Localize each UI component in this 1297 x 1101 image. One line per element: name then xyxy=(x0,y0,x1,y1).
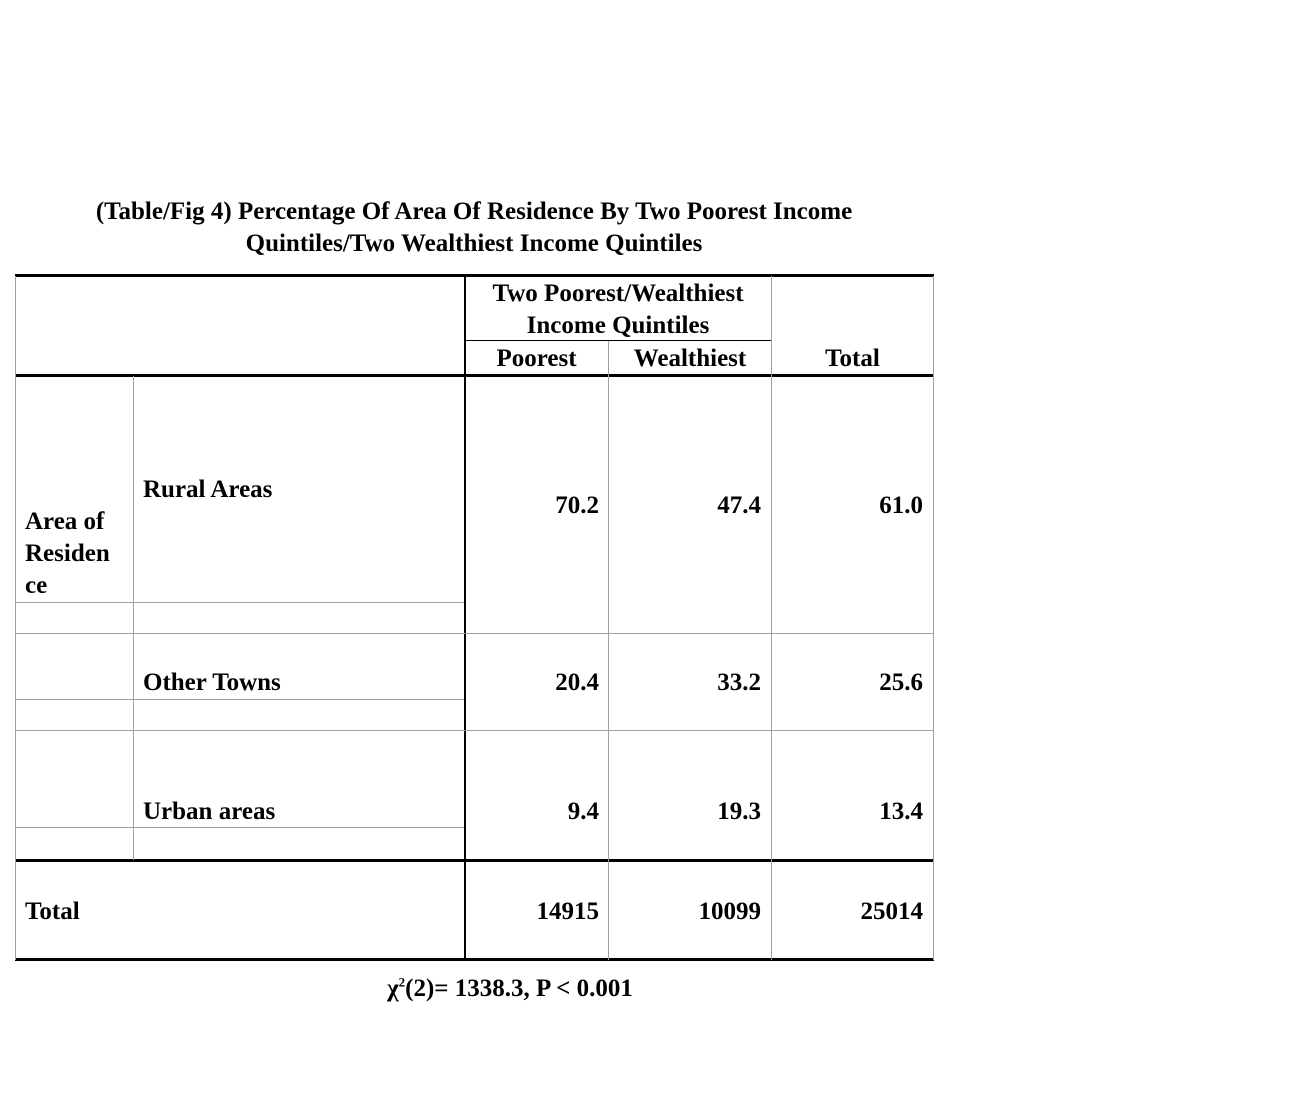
grid-rural-row-rule xyxy=(15,633,933,634)
totals-wealthiest: 10099 xyxy=(698,898,761,925)
row-label: Other Towns xyxy=(143,669,281,696)
chi-superscript: 2 xyxy=(398,974,406,990)
grid-towns-row-rule xyxy=(15,730,933,731)
cell-poorest: 70.2 xyxy=(555,492,599,519)
totals-label: Total xyxy=(25,898,80,925)
cell-wealthiest: 19.3 xyxy=(717,798,761,825)
col-header-wealthiest: Wealthiest xyxy=(633,345,747,372)
totals-poorest: 14915 xyxy=(536,898,599,925)
cell-wealthiest: 33.2 xyxy=(717,669,761,696)
grid-left-border xyxy=(15,276,16,960)
col-header-poorest: Poorest xyxy=(496,345,577,372)
cell-total: 13.4 xyxy=(879,798,923,825)
row-label: Urban areas xyxy=(143,798,276,825)
totals-total: 25014 xyxy=(860,898,923,925)
table-bottom-rule xyxy=(15,958,934,961)
col-header-total: Total xyxy=(825,345,880,372)
row-group-label xyxy=(25,506,110,602)
table-title-line1: (Table/Fig 4) Percentage Of Area Of Residence By Two Poorest Income xyxy=(95,198,853,225)
cell-wealthiest: 47.4 xyxy=(717,492,761,519)
totals-top-rule xyxy=(15,859,934,862)
chi-symbol: χ xyxy=(387,975,399,1002)
cell-total: 25.6 xyxy=(879,669,923,696)
row-group-label-line1: Area of xyxy=(25,508,105,535)
row-group-label-line3: ce xyxy=(25,572,48,599)
table-title-line2: Quintiles/Two Wealthiest Income Quintiles xyxy=(245,230,703,257)
table-title xyxy=(15,196,933,260)
grid-col-label-split xyxy=(133,376,134,860)
row-label: Rural Areas xyxy=(143,476,273,503)
grid-col-poorest-wealthiest xyxy=(608,341,609,960)
grid-right-border xyxy=(933,276,934,960)
chi-square-text: (2)= 1338.3, P < 0.001 xyxy=(405,975,633,1002)
grid-towns-sub-rule xyxy=(15,699,464,700)
chi-square-footnote xyxy=(300,973,720,1005)
table-top-rule xyxy=(15,274,934,277)
group-header-line1: Two Poorest/Wealthiest xyxy=(492,280,744,307)
grid-col-wealthiest-total xyxy=(771,276,772,960)
group-header-label xyxy=(465,278,771,342)
group-header-line2: Income Quintiles xyxy=(526,312,710,339)
cell-total: 61.0 xyxy=(879,492,923,519)
row-group-label-line2: Residen xyxy=(25,540,110,567)
grid-rural-sub-rule xyxy=(15,602,464,603)
label-data-divider xyxy=(464,276,466,960)
cell-poorest: 9.4 xyxy=(567,798,599,825)
cell-poorest: 20.4 xyxy=(555,669,599,696)
